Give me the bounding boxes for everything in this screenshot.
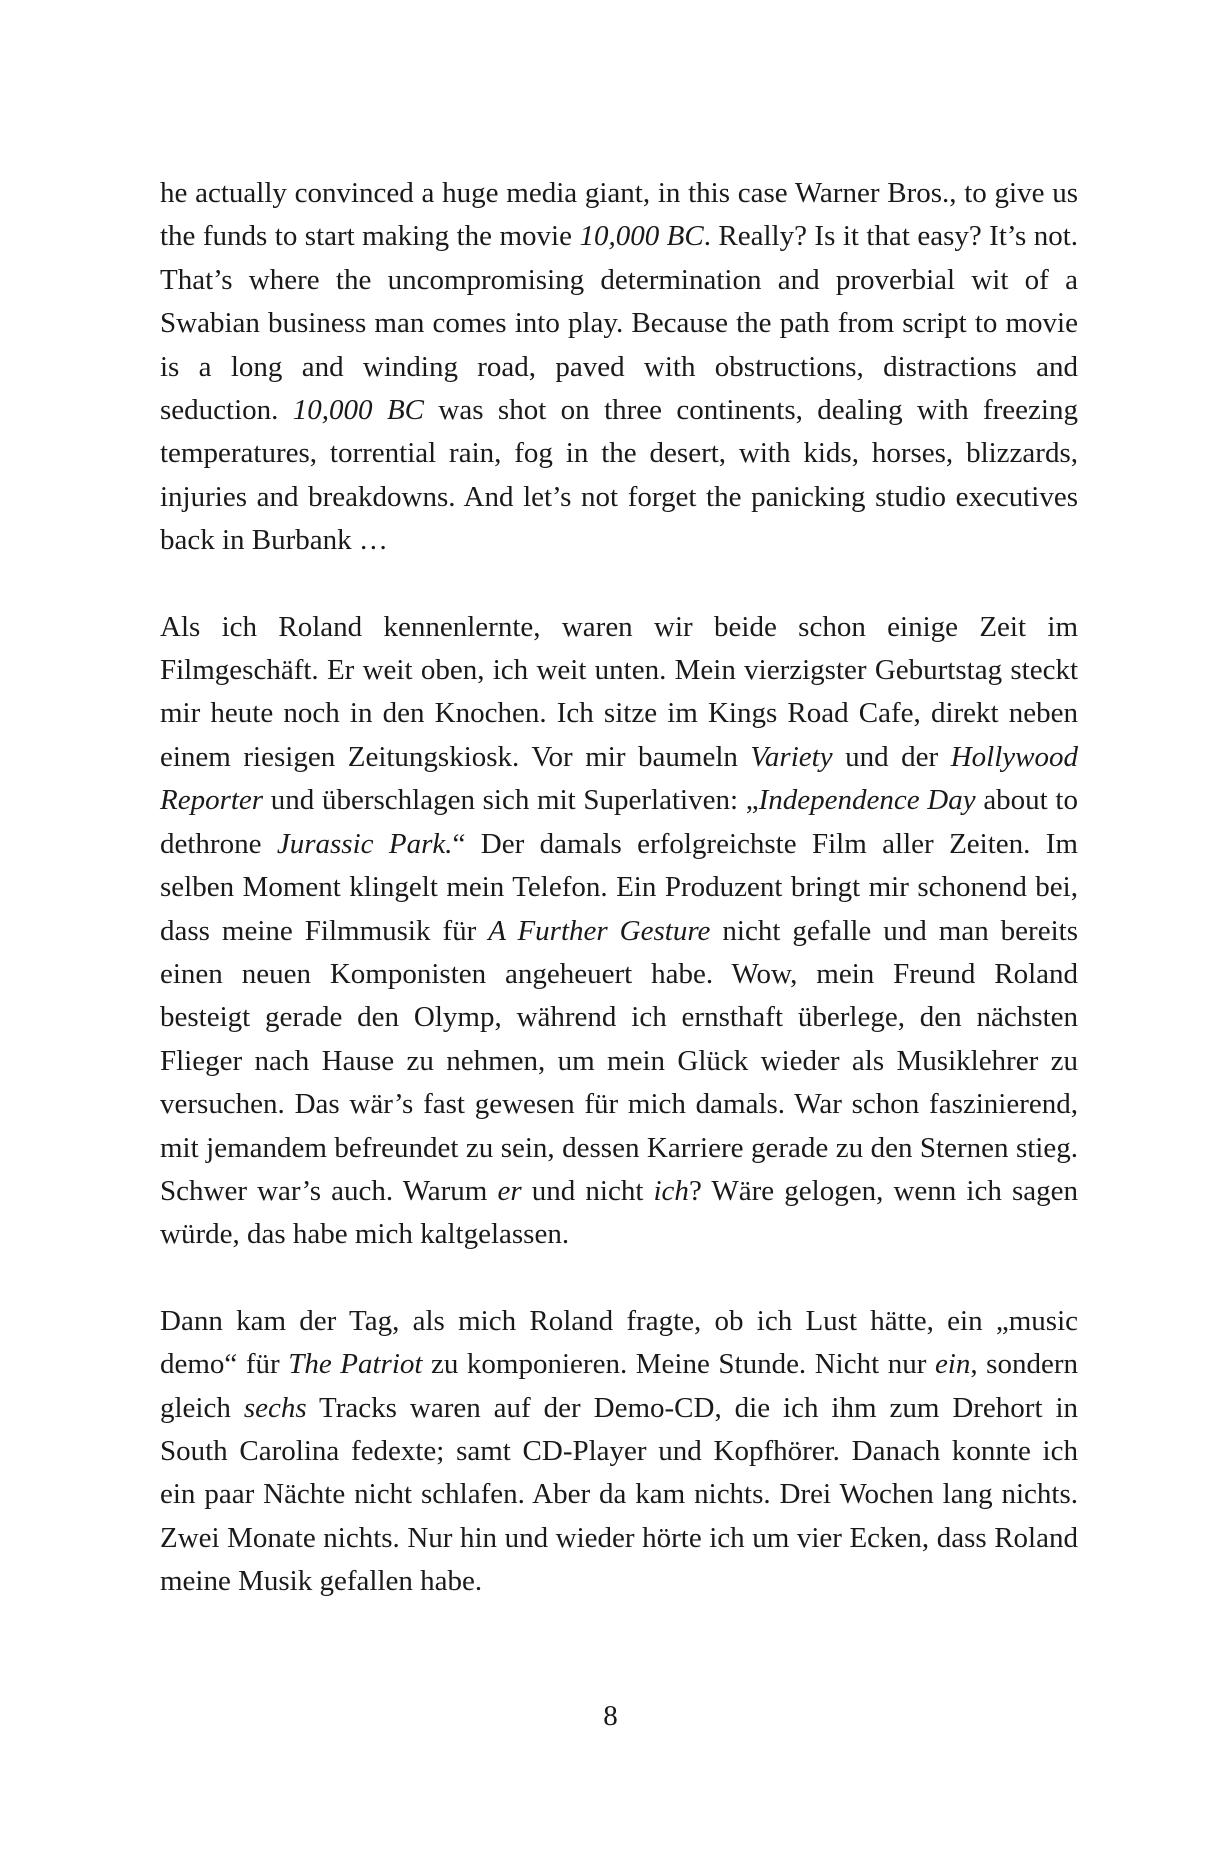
paragraph-2 (160, 606, 1078, 1257)
italic-title-text: ich (653, 1174, 689, 1207)
body-text: Dann kam der Tag, als mich Roland fragte, ob ich Lust hätte, ein „music demo“ für (160, 1304, 1078, 1381)
italic-title-text: Hollywood Reporter (160, 740, 1078, 817)
italic-title-text: 10,000 BC (579, 220, 704, 253)
italic-title-text: sechs (243, 1391, 307, 1424)
italic-title-text: er (497, 1174, 522, 1207)
paragraph-1 (160, 172, 1078, 563)
italic-title-text: 10,000 BC (292, 394, 425, 427)
body-text: und der (832, 740, 951, 773)
italic-title-text: Independence Day (758, 784, 976, 817)
body-text: ? Wäre gelogen, wenn ich sagen würde, das habe mich kaltgelassen. (160, 1174, 1078, 1251)
body-text: was shot on three continents, dealing with freezing temperatures, torrential rain, fog in the desert, with kids, horses, blizzards, injuries and breakdowns. And let’s not forget the panicking studio executives back in Burbank … (160, 394, 1078, 557)
body-text: . Really? Is it that easy? It’s not. That’s where the uncompromising determination and proverbial wit of a Swabian business man comes into play. Because the path from script to movie is a long and winding road, paved with obstructions, distractions and seduction. (160, 220, 1078, 427)
body-text: he actually convinced a huge media giant, in this case Warner Bros., to give us the funds to start making the movie (160, 177, 1078, 253)
body-text: about to dethrone (160, 784, 1078, 860)
page-number: 8 (603, 1700, 618, 1732)
body-text: “ Der damals erfolgreichste Film aller Zeiten. Im selben Moment klingelt mein Telefon. Ein Produzent bringt mir schonend bei, dass meine Filmmusik für (160, 827, 1078, 947)
paragraph-3 (160, 1300, 1078, 1604)
body-text: zu komponieren. Meine Stunde. Nicht nur (422, 1348, 935, 1381)
body-text: und überschlagen sich mit Superlativen: „ (263, 784, 759, 817)
italic-title-text: ein (934, 1348, 971, 1381)
body-text: , sondern gleich (160, 1348, 1078, 1424)
body-text: und nicht (521, 1174, 654, 1207)
book-page-body (160, 172, 1078, 1604)
italic-title-text: Variety (750, 740, 833, 773)
body-text: Tracks waren auf der Demo-CD, die ich ihm zum Drehort in South Carolina fedexte; samt CD-Player und Kopfhörer. Danach konnte ich ein paar Nächte nicht schlafen. Aber da kam nichts. Drei Wochen lang nichts. Zwei Monate nichts. Nur hin und wieder hörte ich um vier Ecken, dass Roland meine Musik gefallen habe. (160, 1391, 1079, 1598)
body-text: nicht gefalle und man bereits einen neuen Komponisten angeheuert habe. Wow, mein Freund Roland besteigt gerade den Olymp, während ich ernsthaft überlege, den nächsten Flieger nach Hause zu nehmen, um mein Glück wieder als Musiklehrer zu versuchen. Das wär’s fast gewesen für mich damals. War schon faszinierend, mit jemandem befreundet zu sein, dessen Karriere gerade zu den Sternen stieg. Schwer war’s auch. Warum (160, 914, 1078, 1207)
italic-title-text: A Further Gesture (488, 914, 711, 947)
body-text: Als ich Roland kennenlernte, waren wir beide schon einige Zeit im Filmgeschäft. Er weit oben, ich weit unten. Mein vierzigster Geburtstag steckt mir heute noch in den Knochen. Ich sitze im Kings Road Cafe, direkt neben einem riesigen Zeitungskiosk. Vor mir baumeln (160, 610, 1078, 773)
italic-title-text: The Patriot (288, 1348, 423, 1381)
italic-title-text: Jurassic Park. (276, 827, 453, 860)
